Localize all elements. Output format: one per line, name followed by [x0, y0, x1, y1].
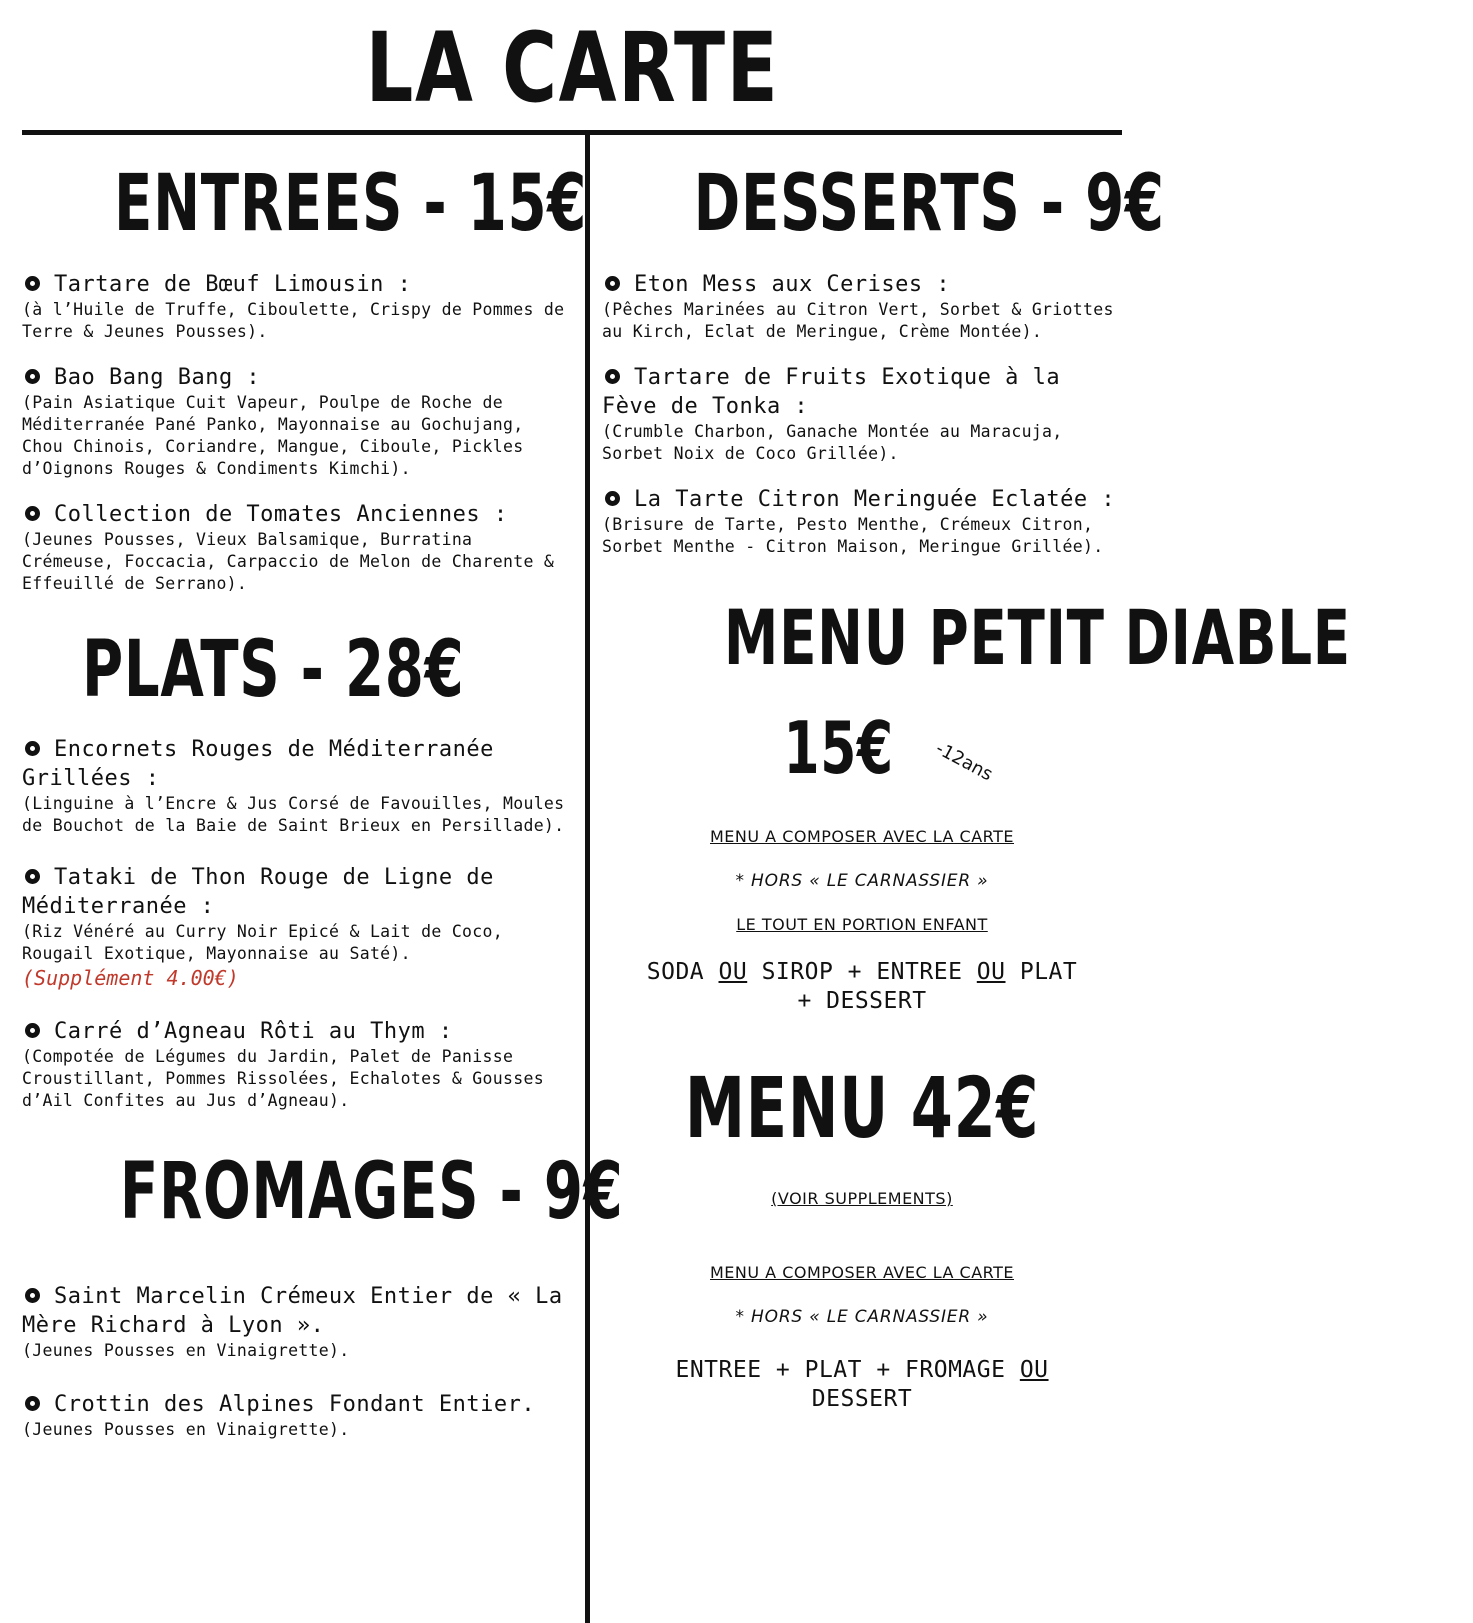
- petit-diable-formula: [602, 958, 1122, 1016]
- menu-item: [22, 1390, 567, 1441]
- column-divider: [585, 135, 590, 1623]
- item-description: (Linguine à l’Encre & Jus Corsé de Favouilles, Moules de Bouchot de la Baie de Saint Brieux en Persillade).: [22, 794, 565, 835]
- formula-or: OU: [718, 959, 748, 985]
- bullet-icon: [605, 491, 620, 506]
- petit-diable-price: 15€: [783, 706, 894, 790]
- bullet-icon: [25, 276, 40, 291]
- supplement-note: (Supplément 4.00€): [22, 966, 239, 990]
- formula-part: SODA: [646, 959, 705, 985]
- item-description: (Jeunes Pousses en Vinaigrette).: [22, 1420, 350, 1439]
- item-description: (Brisure de Tarte, Pesto Menthe, Crémeux Citron, Sorbet Menthe - Citron Maison, Meringue Grillée).: [602, 515, 1104, 556]
- bullet-icon: [25, 369, 40, 384]
- formula-or: OU: [976, 959, 1006, 985]
- menu-item: [22, 735, 567, 837]
- title-divider: [22, 130, 1122, 135]
- item-name: La Tarte Citron Meringuée Eclatée :: [634, 487, 1116, 512]
- compose-note: MENU A COMPOSER AVEC LA CARTE: [710, 1263, 1014, 1282]
- item-description: (à l’Huile de Truffe, Ciboulette, Crispy de Pommes de Terre & Jeunes Pousses).: [22, 300, 565, 341]
- item-name: Collection de Tomates Anciennes :: [54, 502, 508, 527]
- age-note: -12ans: [932, 738, 997, 786]
- bullet-icon: [25, 506, 40, 521]
- bullet-icon: [605, 276, 620, 291]
- bullet-icon: [25, 869, 40, 884]
- item-name: Tartare de Fruits Exotique à la Fève de Tonka :: [602, 365, 1061, 419]
- voir-supplements-note: (VOIR SUPPLEMENTS): [771, 1189, 953, 1208]
- item-name: Saint Marcelin Crémeux Entier de « La Mère Richard à Lyon ».: [22, 1284, 563, 1338]
- bullet-icon: [25, 1288, 40, 1303]
- menu-item: [22, 1282, 567, 1362]
- item-description: (Jeunes Pousses en Vinaigrette).: [22, 1341, 350, 1360]
- item-description: (Pain Asiatique Cuit Vapeur, Poulpe de Roche de Méditerranée Pané Panko, Mayonnaise au Gochujang, Chou Chinois, Coriandre, Mangue, Ciboule, Pickles d’Oignons Rouges & Condiments Kimchi).: [22, 393, 524, 478]
- hors-note: * HORS « LE CARNASSIER »: [735, 1307, 989, 1327]
- bullet-icon: [605, 369, 620, 384]
- compose-note: MENU A COMPOSER AVEC LA CARTE: [710, 827, 1014, 846]
- item-name: Encornets Rouges de Méditerranée Grillées :: [22, 737, 494, 791]
- formula-or: OU: [1019, 1357, 1049, 1383]
- bullet-icon: [25, 741, 40, 756]
- menu-item: [22, 1017, 567, 1112]
- item-name: Tataki de Thon Rouge de Ligne de Méditerranée :: [22, 865, 494, 919]
- menu-item: [22, 363, 567, 480]
- bullet-icon: [25, 1023, 40, 1038]
- item-description: (Compotée de Légumes du Jardin, Palet de Panisse Croustillant, Pommes Rissolées, Echalotes & Gousses d’Ail Confites au Jus d’Agneau).: [22, 1047, 544, 1110]
- fromages-heading: FROMAGES - 9€: [119, 1147, 624, 1237]
- left-column: [22, 150, 624, 1461]
- page-title: LA CARTE: [365, 12, 780, 124]
- item-name: Eton Mess aux Cerises :: [634, 272, 951, 297]
- formula-part: SIROP + ENTREE: [761, 959, 963, 985]
- menu-item: [602, 485, 1122, 558]
- formula-part: PLAT: [1019, 959, 1078, 985]
- item-name: Tartare de Bœuf Limousin :: [54, 272, 412, 297]
- item-description: (Crumble Charbon, Ganache Montée au Maracuja, Sorbet Noix de Coco Grillée).: [602, 422, 1063, 463]
- formula-part: + DESSERT: [797, 988, 927, 1014]
- bullet-icon: [25, 1396, 40, 1411]
- hors-note: * HORS « LE CARNASSIER »: [735, 871, 989, 891]
- portion-note: LE TOUT EN PORTION ENFANT: [736, 915, 988, 934]
- menu-item: [22, 270, 567, 343]
- menu42-formula: [602, 1356, 1122, 1414]
- menu42-heading: MENU 42€: [684, 1059, 1040, 1157]
- menu-item: [602, 363, 1122, 465]
- item-name: Carré d’Agneau Rôti au Thym :: [54, 1019, 453, 1044]
- item-description: (Jeunes Pousses, Vieux Balsamique, Burratina Crémeuse, Foccacia, Carpaccio de Melon de Charente & Effeuillé de Serrano).: [22, 530, 555, 593]
- petit-diable-price-row: [602, 698, 1122, 806]
- plats-heading: PLATS - 28€: [82, 625, 465, 715]
- item-description: (Pêches Marinées au Citron Vert, Sorbet & Griottes au Kirch, Eclat de Meringue, Crème Montée).: [602, 300, 1114, 341]
- formula-part: ENTREE + PLAT + FROMAGE: [675, 1357, 1006, 1383]
- item-name: Bao Bang Bang :: [54, 365, 261, 390]
- item-description: (Riz Vénéré au Curry Noir Epicé & Lait de Coco, Rougail Exotique, Mayonnaise au Saté).: [22, 922, 503, 963]
- formula-part: DESSERT: [811, 1386, 913, 1412]
- desserts-heading: DESSERTS - 9€: [693, 159, 1165, 249]
- entrees-heading: ENTREES - 15€: [113, 159, 588, 249]
- menu-item: [22, 863, 567, 991]
- menu-item: [22, 500, 567, 595]
- menu-item: [602, 270, 1122, 343]
- right-column: [602, 150, 1351, 1414]
- item-name: Crottin des Alpines Fondant Entier.: [54, 1392, 536, 1417]
- petit-diable-heading: MENU PETIT DIABLE: [723, 593, 1351, 682]
